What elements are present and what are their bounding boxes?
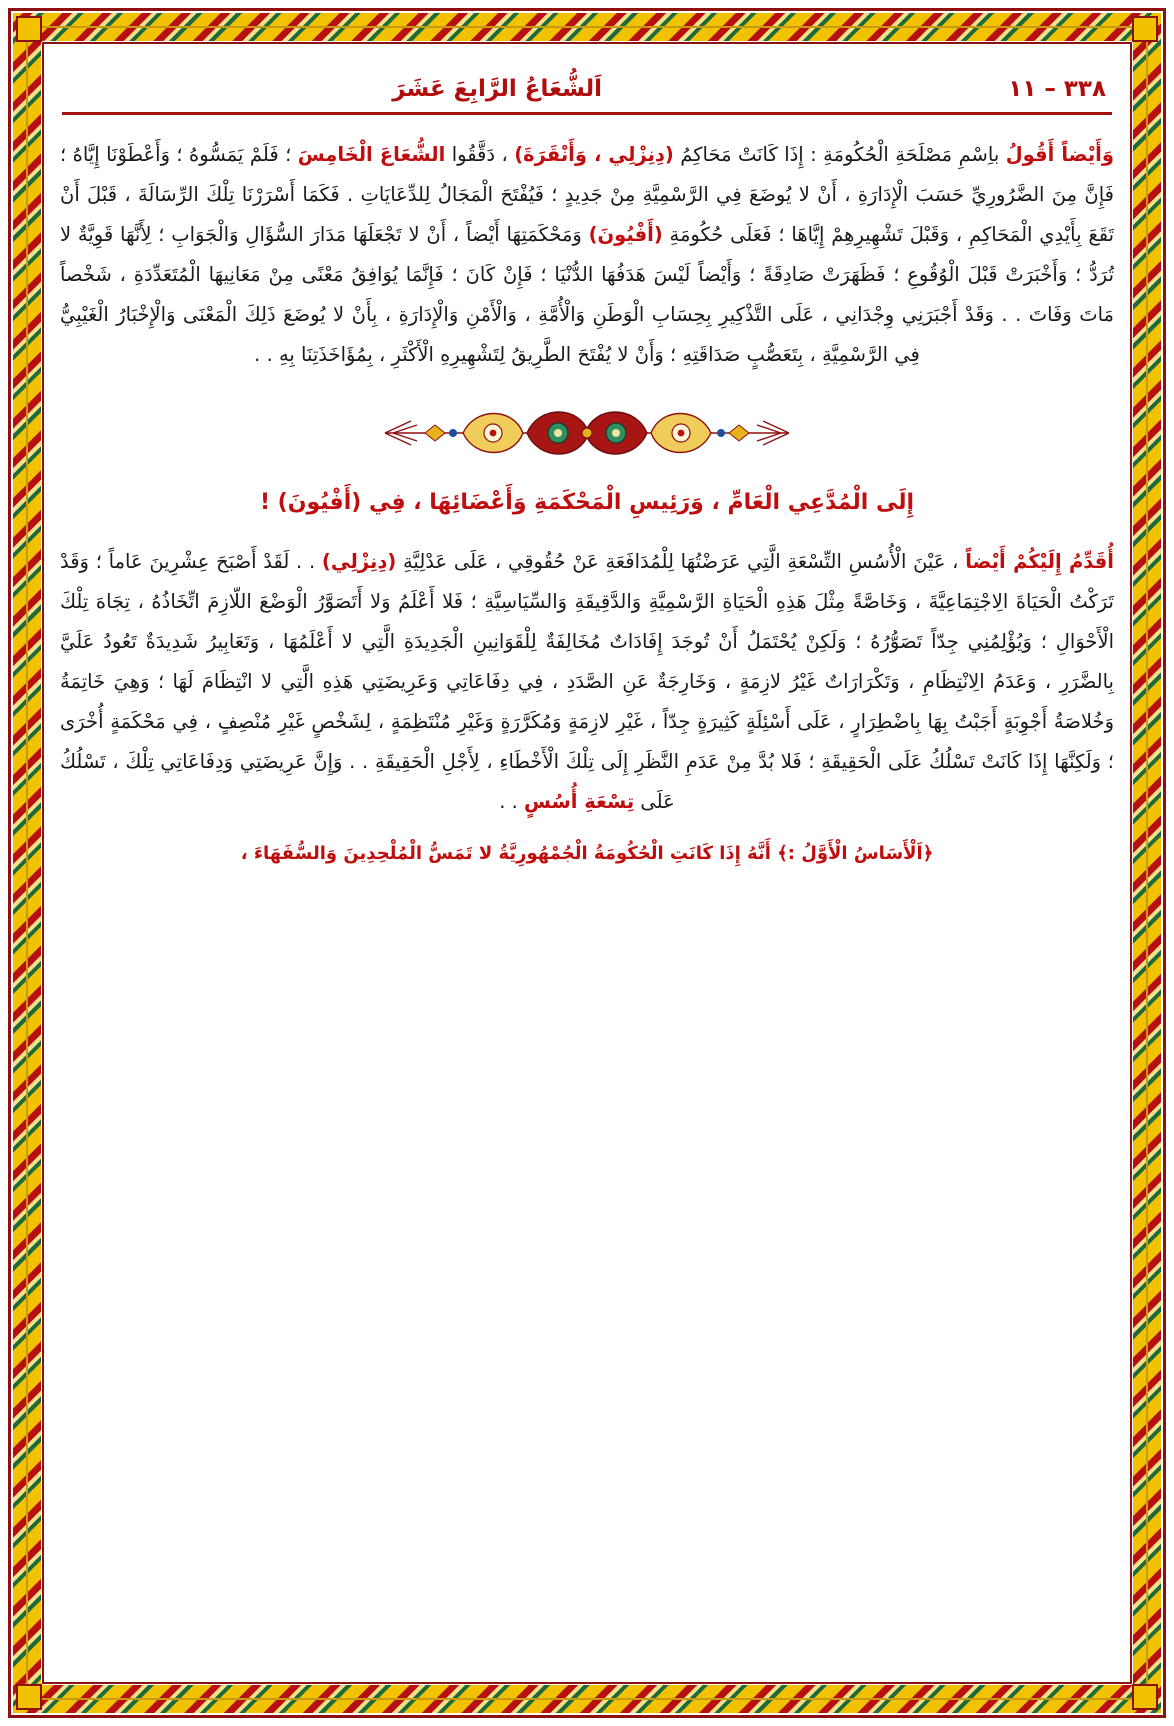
paragraph-two-lead: أُقَدِّمُ إِلَيْكُمْ أَيْضاً [965,550,1114,574]
body-paragraph-one [60,135,1114,375]
page-number: ٣٣٨ – ١١ [1008,76,1106,102]
page-header [60,76,1114,102]
body-paragraph-two [60,542,1114,822]
corner-ornament-top-left [1132,16,1158,42]
ornament-bracket-open: ﴿ [922,843,934,865]
footnote-label: اَلْأَسَاسُ الْأَوَّلُ : [787,843,923,865]
header-divider-rule [62,112,1112,115]
paragraph-one-text-a: باِسْمِ مَصْلَحَةِ الْحُكُومَةِ : إِذَا كَانَتْ مَحَاكِمُ [673,143,1006,166]
ornament-bracket-close: ﴾ [777,843,788,865]
paragraph-two-text-c: . . [499,790,525,814]
corner-ornament-bottom-left [1132,1684,1158,1710]
corner-ornament-top-right [16,16,42,42]
corner-ornament-bottom-right [16,1684,42,1710]
page-content [60,62,1114,1674]
paragraph-one-red-two: الشُّعَاعَ الْخَامِسَ [297,143,446,166]
section-heading: إِلَى الْمُدَّعِي الْعَامِّ ، وَرَئِيسِ الْمَحْكَمَةِ وَأَعْضَائِهَا ، فِي (أَفْيُونَ) ! [259,489,915,515]
paragraph-two-text-b: . . لَقَدْ أَصْبَحَ عِشْرِينَ عَاماً ؛ وَقَدْ تَرَكْتُ الْحَيَاةَ الِاجْتِمَاعِيَّةَ ، وَخَاصَّةً مِثْلَ هَذِهِ الْحَيَاةِ الرَّسْمِيَّةِ وَالدَّقِيقَةِ وَالسِّيَاسِيَّةِ ؛ فَلا أَعْلَمُ وَلا أَتَصَوَّرُ الْوَضْعَ اللّازِمَ اتِّخَاذُهُ ، تِجَاهَ تِلْكَ الْأَحْوَالِ ؛ وَيُؤْلِمُنِي جِدّاً تَصَوُّرُهُ ؛ وَلَكِنْ يُحْتَمَلُ أَنْ تُوجَدَ إِفَادَاتٌ مُخَالِفَةٌ لِلْقَوَانِينِ الْجَدِيدَةِ الَّتِي لا أَعْلَمُهَا ، وَتَعَابِيرُ شَدِيدَةٌ تَعُودُ عَلَيَّ بِالضَّرَرِ ، وَعَدَمُ الِانْتِظَامِ ، وَتَكْرَارَاتٌ غَيْرُ لازِمَةٍ ، وَخَارِجَةٌ عَنِ الصَّدَدِ ، فِي دِفَاعَاتِي وَعَرِيضَتِي هَذِهِ الَّتِي لا انْتِظَامَ لَهَا ؛ وَهِيَ خَاتِمَةُ وَخُلاصَةُ أَجْوِبَةٍ أَجَبْتُ بِهَا بِاضْطِرَارٍ ، عَلَى أَسْئِلَةٍ كَثِيرَةٍ جِدّاً ، غَيْرِ لازِمَةٍ وَمُكَرَّرَةٍ وَغَيْرِ مُنْتَظِمَةٍ ، لِشَخْصٍ غَيْرِ مُنْصِفٍ ، فِي مَحْكَمَةٍ أُخْرَى ؛ وَلَكِنَّهَا إِذَا كَانَتْ تَسْلُكُ عَلَى الْحَقِيقَةِ ؛ فَلا بُدَّ مِنْ عَدَمِ النَّظَرِ إِلَى تِلْكَ الْأَخْطَاءِ ، لِأَجْلِ الْحَقِيقَةِ . . وَإِنَّ عَرِيضَتِي وَدِفَاعَاتِي تِلْكَ ، تَسْلُكُ عَلَى [60,550,1114,814]
paragraph-two-red-two: تِسْعَةِ أُسُسٍ [524,790,635,814]
paragraph-one-text-b: ، دَقَّقُوا [445,143,515,166]
footnote-text: أَنَّهُ إِذَا كَانَتِ الْحُكُومَةُ الْجُمْهُورِيَّةُ لا تَمَسُّ الْمُلْحِدِينَ وَالسُّفَهَاءَ ، [240,843,771,865]
floral-divider-ornament [377,401,797,465]
paragraph-two-text-a: ، عَيْنَ الْأُسُسِ التِّسْعَةِ الَّتِي عَرَضْتُهَا لِلْمُدَافَعَةِ عَنْ حُقُوقِي ، عَلَى عَدْلِيَّةِ [396,550,966,574]
paragraph-one-red-one: (دِنِزْلِي ، وَأَنْقَرَةَ) [514,143,674,166]
paragraph-one-text-c: ؛ فَلَمْ يَمَسُّوهُ ؛ وَأَعْطَوْنَا إِيَّاهُ ؛ فَإِنَّ مِنَ الضَّرُورِيِّ حَسَبَ الْإِدَارَةِ ، أَنْ لا يُوضَعَ فِي الرَّسْمِيَّةِ مِنْ جَدِيدٍ ؛ فَيُفْتَحَ الْمَجَالُ لِلدِّعَايَاتِ . فَكَمَا أَسْرَرْنَا تِلْكَ الرِّسَالَةَ ، قَبْلَ أَنْ تَقَعَ بِأَيْدِي الْمَحَاكِمِ ، وَقَبْلَ تَشْهِيرِهِمْ إِيَّاهَا ؛ فَعَلَى حُكُومَةِ [60,143,1114,246]
paragraph-two-red-one: (دِنِزْلِي) [321,550,397,574]
footnote-first-principle [60,838,1114,870]
page-title: اَلشُّعَاعُ الرَّابِعَ عَشَرَ [392,76,603,102]
paragraph-one-text-d: وَمَحْكَمَتِهَا أَيْضاً ، أَنْ لا تَجْعَلَهَا مَدَارَ السُّؤَالِ وَالْجَوَابِ ؛ لِأَنَّهَا قَوِيَّةٌ لا تُرَدُّ ؛ وَأَخْبَرَتْ قَبْلَ الْوُقُوعِ ؛ فَظَهَرَتْ صَادِقَةً ؛ وَأَيْضاً لَيْسَ هَدَفُهَا الدُّنْيَا ؛ فَإِنْ كَانَ ؛ فَإِنَّمَا يُوَافِقُ مَعْنًى مِنْ مَعَانِيهَا الْمُتَعَدِّدَةِ ، شَخْصاً مَاتَ وَفَاتَ . . وَقَدْ أَجْبَرَنِي وِجْدَانِي ، عَلَى التَّذْكِيرِ بِحِسَابِ الْوَطَنِ وَالْأُمَّةِ ، وَالْأَمْنِ وَالْإِدَارَةِ ، بِأَنْ لا يُوضَعَ ذَلِكَ الْمَعْنَى وَالْإِخْبَارُ الْغَيْبِيُّ فِي الرَّسْمِيَّةِ ، بِتَعَصُّبٍ صَدَاقَتِهِ ؛ وَأَنْ لا يُفْتَحَ الطَّرِيقُ لِتَشْهِيرِهِ الْأَكْثَرِ ، بِمُؤَاخَذَتِنَا بِهِ . . [60,222,1114,366]
paragraph-one-red-three: (أَفْيُونَ) [588,222,663,246]
paragraph-one-lead: وَأَيْضاً أَقُولُ [1005,143,1114,166]
